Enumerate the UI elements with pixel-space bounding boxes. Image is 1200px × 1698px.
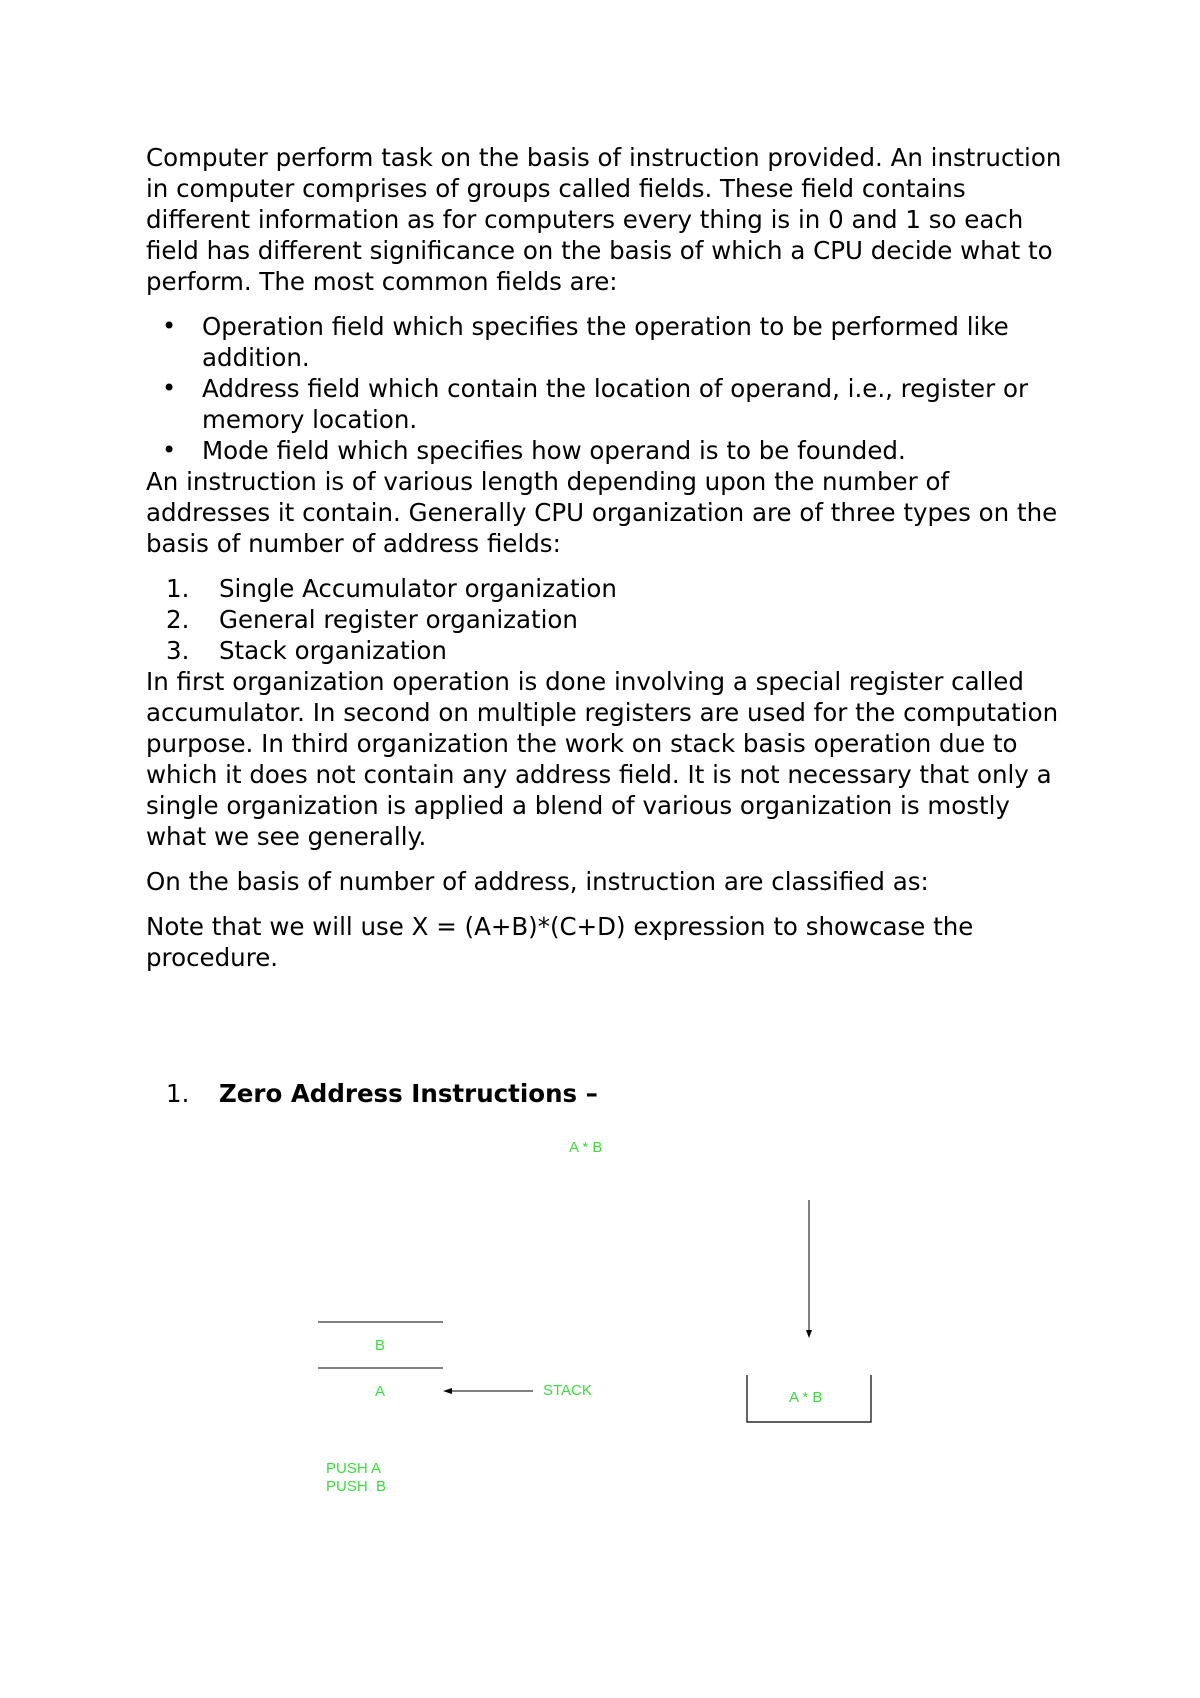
list-item-text: Mode field which specifies how operand is to be founded. <box>202 436 906 465</box>
list-item-text: Single Accumulator organization <box>219 574 617 603</box>
list-item-text: Stack organization <box>219 636 447 665</box>
section-title: Zero Address Instructions – <box>219 1079 598 1108</box>
note-paragraph: Note that we will use X = (A+B)*(C+D) expression to showcase the procedure. <box>146 912 974 972</box>
list-number: 1. <box>166 574 190 603</box>
list-number: 3. <box>166 636 190 665</box>
list-number: 2. <box>166 605 190 634</box>
length-paragraph: An instruction is of various length depending upon the number of addresses it contain. Generally CPU organization are of three types on the basis of number of address fields: <box>146 467 1058 558</box>
bullet-icon: • <box>162 374 177 402</box>
section-number: 1. <box>166 1079 190 1108</box>
result-down-arrowhead <box>806 1330 812 1338</box>
stack-cell-a: A <box>375 1383 386 1400</box>
bullet-icon: • <box>162 312 177 340</box>
list-item-text: Address field which contain the location of operand, i.e., register or memory location. <box>202 374 1029 434</box>
intro-paragraph: Computer perform task on the basis of instruction provided. An instruction in computer comprises of groups called fields. These field contains different information as for computers every thing is in 0 and 1 so each field has different significance on the basis of which a CPU decide what to perform. The most common fields are: <box>146 143 1062 296</box>
list-item-text: General register organization <box>219 605 578 634</box>
push-instructions: PUSH A PUSH B <box>326 1460 387 1495</box>
list-item-text: Operation field which specifies the operation to be performed like addition. <box>202 312 1009 372</box>
bullet-icon: • <box>162 436 177 464</box>
stack-pointer-arrowhead <box>443 1388 452 1394</box>
top-expression-label: A * B <box>569 1139 603 1156</box>
result-cell: A * B <box>789 1389 823 1406</box>
stack-cell-b: B <box>375 1337 386 1354</box>
stack-label: STACK <box>543 1382 592 1399</box>
organization-paragraph: In first organization operation is done involving a special register called accumulator. In second on multiple registers are used for the computation purpose. In third organization the work on stack basis operation due to which it does not contain any address field. It is not necessary that only a single organization is applied a blend of various organization is mostly what we see generally. <box>146 667 1059 851</box>
classified-paragraph: On the basis of number of address, instruction are classified as: <box>146 867 929 896</box>
